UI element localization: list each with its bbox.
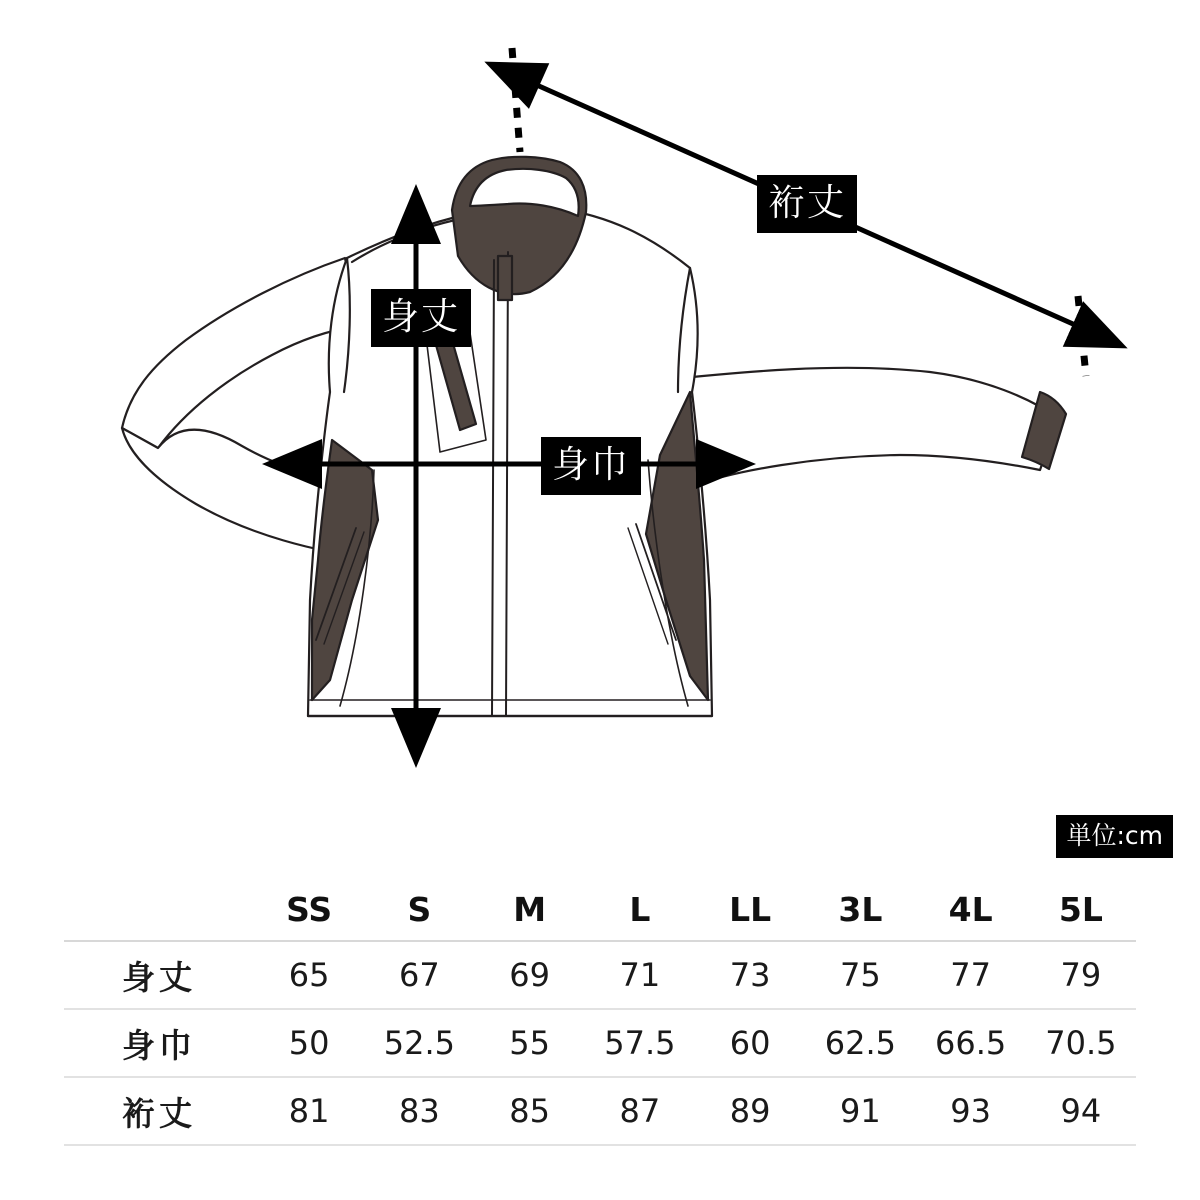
cell-yukitake-l: 87	[619, 1092, 661, 1130]
size-header-4l: 4L	[916, 878, 1026, 941]
cell-mihaba-4l: 66.5	[935, 1024, 1007, 1062]
cell-mitake-l: 71	[619, 956, 661, 994]
cell-mihaba-m: 55	[509, 1024, 550, 1062]
cell-yukitake-5l: 94	[1060, 1092, 1102, 1130]
table-header-row	[64, 878, 1136, 941]
cell-yukitake-m: 85	[509, 1092, 550, 1130]
cell-mitake-m: 69	[509, 956, 550, 994]
size-header-ss: SS	[254, 878, 364, 941]
label-mitake: 身丈	[371, 289, 471, 347]
cell-mihaba-ll: 60	[729, 1024, 771, 1062]
table-row	[64, 941, 1136, 1009]
row-header-yukitake: 裄丈	[122, 1093, 196, 1133]
cell-mihaba-s: 52.5	[383, 1024, 455, 1062]
cell-yukitake-ll: 89	[729, 1092, 771, 1130]
cell-mitake-ll: 73	[729, 956, 771, 994]
size-header-ll: LL	[695, 878, 805, 941]
label-mihaba: 身巾	[541, 437, 641, 495]
cell-mihaba-l: 57.5	[604, 1024, 676, 1062]
size-header-5l: 5L	[1026, 878, 1136, 941]
right-sleeve	[662, 368, 1058, 487]
size-header-m: M	[475, 878, 585, 941]
cell-yukitake-ss: 81	[288, 1092, 330, 1130]
cell-mitake-ss: 65	[288, 956, 330, 994]
cell-mihaba-5l: 70.5	[1045, 1024, 1117, 1062]
size-table	[64, 878, 1136, 1146]
size-header-3l: 3L	[805, 878, 915, 941]
label-yukitake: 裄丈	[757, 175, 857, 233]
cell-yukitake-4l: 93	[950, 1092, 991, 1130]
row-header-mitake: 身丈	[122, 957, 196, 997]
yukitake-dotted-bottom	[1078, 296, 1086, 376]
cell-yukitake-3l: 91	[840, 1092, 881, 1130]
size-header-l: L	[585, 878, 695, 941]
cell-mihaba-3l: 62.5	[824, 1024, 896, 1062]
cell-mihaba-ss: 50	[288, 1024, 330, 1062]
table-corner-cell	[64, 878, 254, 941]
table-row	[64, 1077, 1136, 1145]
cell-mitake-3l: 75	[840, 956, 881, 994]
left-sleeve	[122, 258, 358, 448]
cell-mitake-4l: 77	[950, 956, 991, 994]
unit-badge: 単位:cm	[1056, 815, 1173, 858]
size-table-container	[64, 878, 1136, 1146]
row-header-mihaba: 身巾	[122, 1025, 196, 1065]
cell-yukitake-s: 83	[399, 1092, 440, 1130]
size-header-s: S	[364, 878, 474, 941]
zipper-pull	[498, 256, 512, 300]
cell-mitake-5l: 79	[1060, 956, 1102, 994]
cell-mitake-s: 67	[399, 956, 440, 994]
yukitake-dotted-top	[512, 48, 520, 152]
table-row	[64, 1009, 1136, 1077]
